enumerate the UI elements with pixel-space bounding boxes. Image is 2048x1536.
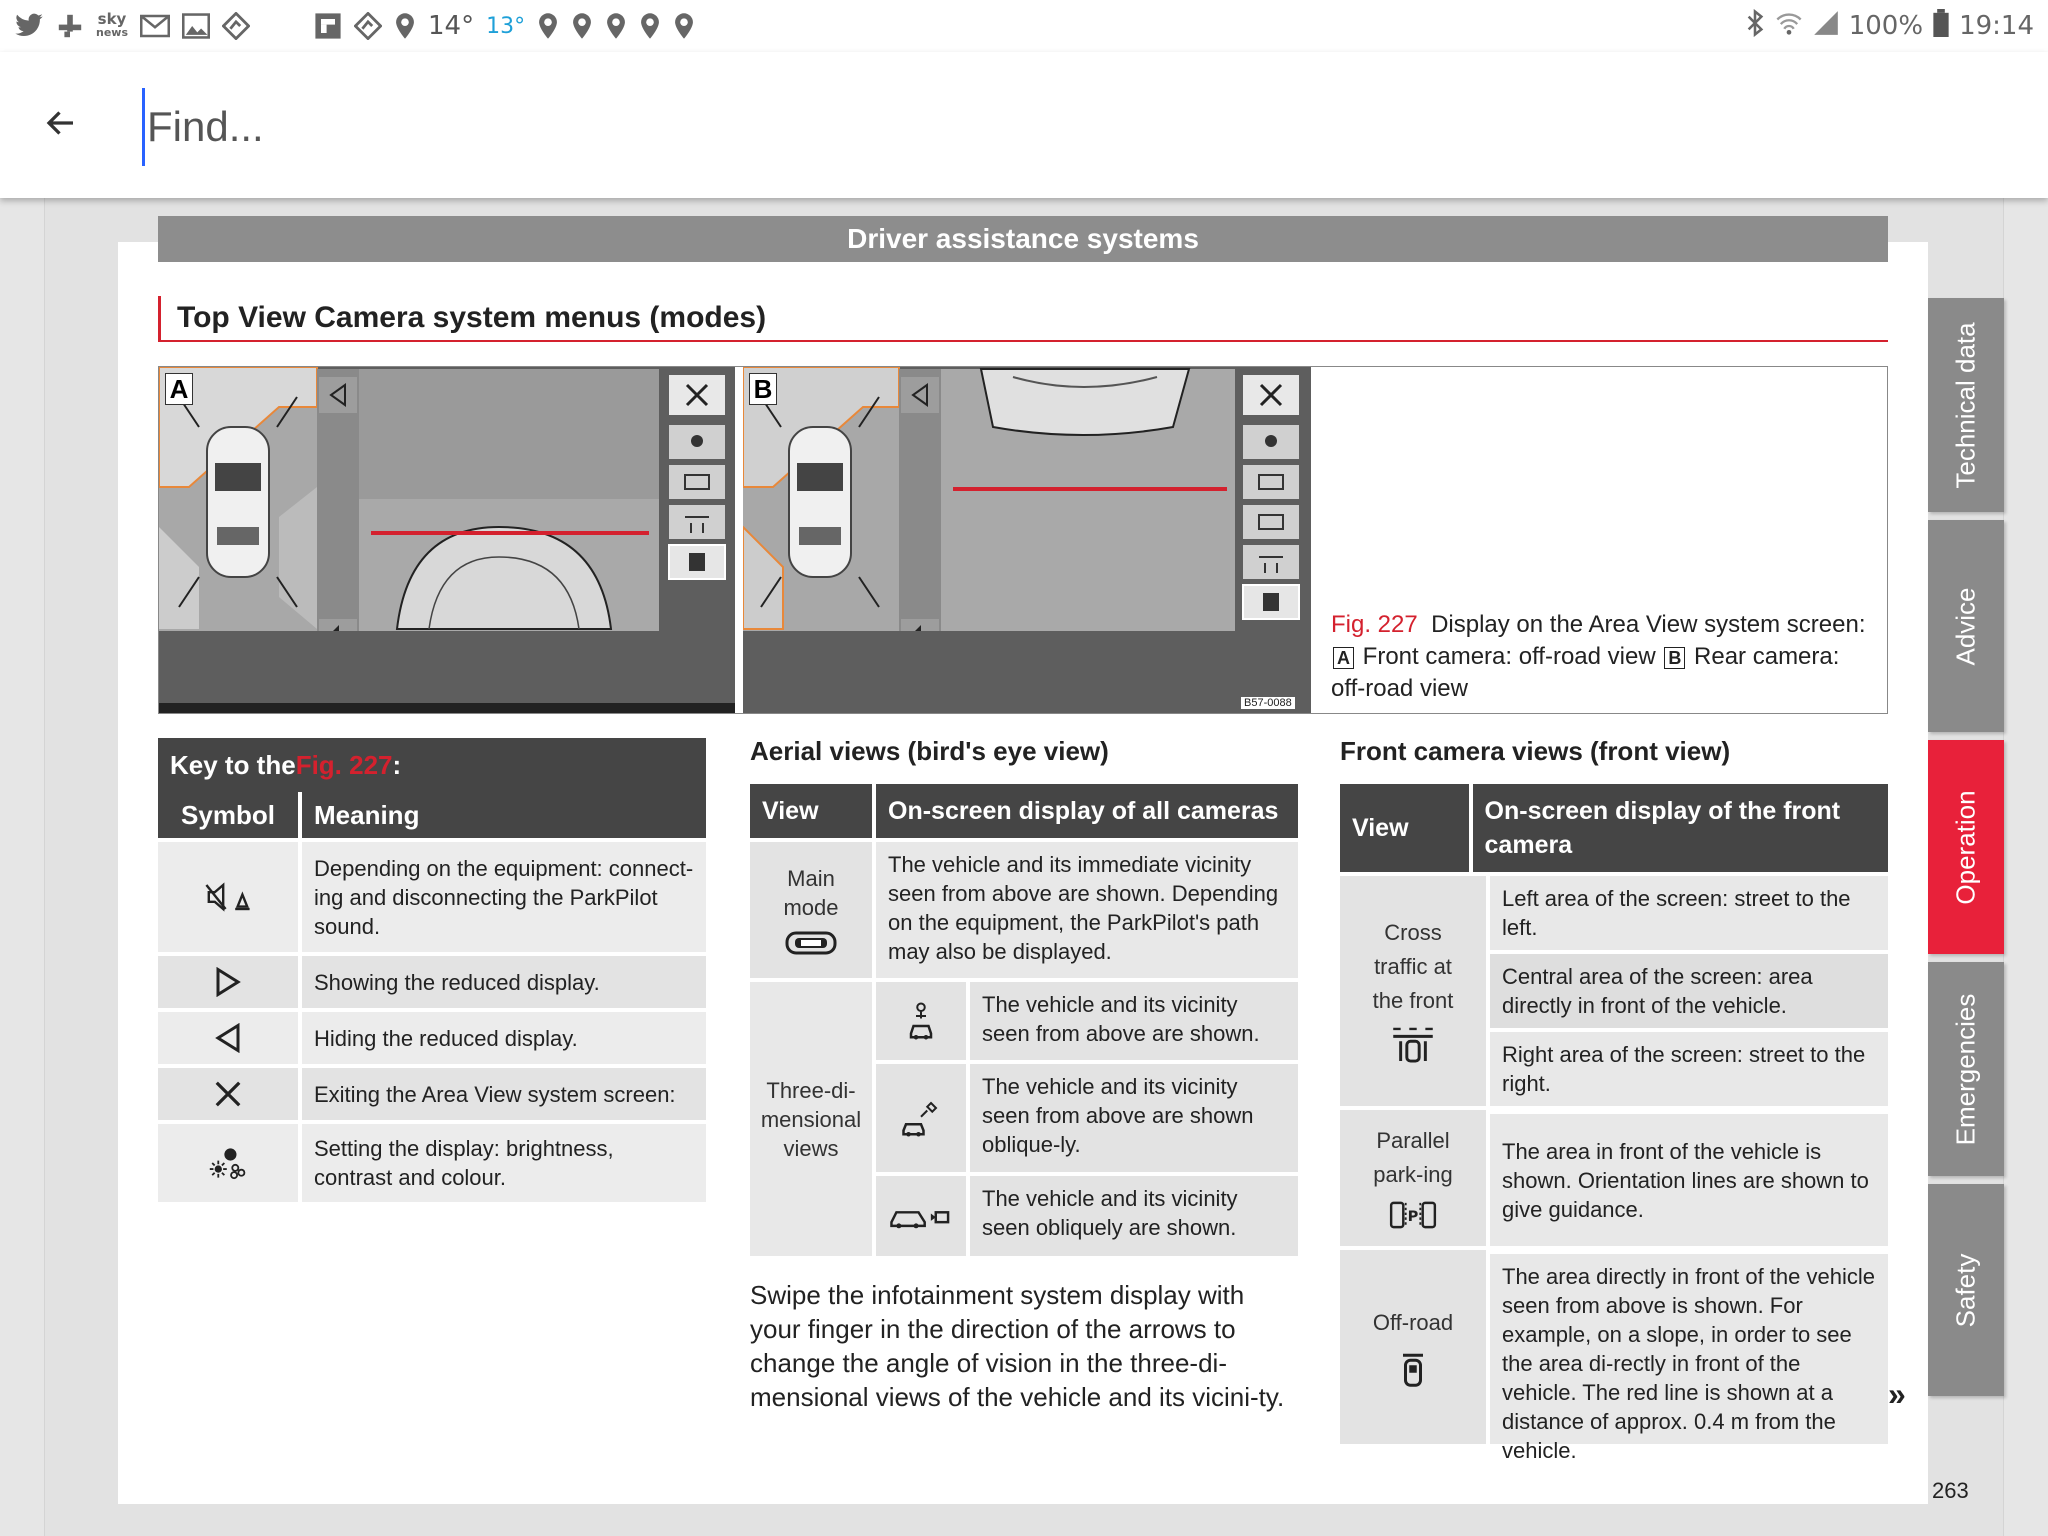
view-top-icon — [906, 1001, 936, 1041]
tap-icon — [56, 12, 84, 40]
table-row — [158, 1124, 706, 1202]
tab-label: Emergencies — [1950, 993, 1981, 1145]
tab-label: Safety — [1950, 1253, 1981, 1327]
off-road-label: Off-road — [1372, 1310, 1454, 1335]
bluetooth-icon — [1745, 9, 1765, 44]
parallel-parking-cell — [1340, 1110, 1490, 1246]
location-pin-icon — [639, 12, 661, 40]
arrow-back-icon — [43, 105, 79, 141]
table-row — [1340, 1250, 1888, 1463]
figure-caption — [1331, 609, 1871, 705]
tab-safety[interactable] — [1928, 1184, 2004, 1396]
caption-label-a: A — [1333, 647, 1354, 669]
key-table-header — [158, 792, 706, 838]
screen-a-front-camera — [159, 367, 735, 713]
figure-code: B57-0088 — [1241, 697, 1295, 709]
page-number: 263 — [1932, 1478, 1969, 1503]
aerial-col-view: View — [750, 784, 876, 838]
tab-advice[interactable] — [1928, 520, 2004, 732]
three-d-text: The vehicle and its vicinity seen from above are shown oblique-ly. — [982, 1074, 1254, 1157]
battery-percent: 100% — [1848, 11, 1924, 41]
key-meaning: Exiting the Area View system screen: — [314, 1081, 676, 1107]
three-d-text: The vehicle and its vicinity seen obliquely are shown. — [982, 1186, 1238, 1240]
twitter-icon — [14, 13, 44, 39]
off-road-icon — [1398, 1350, 1428, 1388]
cross-traffic-label: Cross traffic at the front — [1372, 920, 1454, 1013]
triangle-right-icon — [213, 967, 243, 997]
list-item: Right area of the screen: street to the right. — [1490, 1032, 1888, 1106]
location-pin-icon — [673, 12, 695, 40]
table-row — [1340, 876, 1888, 1106]
figure-label-b: B — [749, 373, 777, 405]
status-bar — [0, 0, 2048, 52]
location-pin-icon — [394, 12, 416, 40]
temperature-low: 13° — [486, 13, 526, 39]
list-item: Central area of the screen: area directly in front of the vehicle. — [1490, 954, 1888, 1028]
aerial-views-table — [750, 784, 1298, 1256]
off-road-cell — [1340, 1250, 1490, 1444]
cross-traffic-cell — [1340, 876, 1490, 1106]
parallel-parking-text: The area in front of the vehicle is shown. Orientation lines are shown to give guidance. — [1490, 1114, 1888, 1246]
caption-fig-ref: Fig. 227 — [1331, 611, 1418, 638]
three-d-rows — [876, 982, 1298, 1256]
key-meaning: Showing the reduced display. — [314, 969, 600, 995]
cross-traffic-icon — [1388, 1024, 1438, 1066]
main-mode-icon — [785, 930, 837, 956]
key-table — [158, 738, 706, 1202]
table-row — [1340, 1110, 1888, 1246]
caption-label-b: B — [1664, 647, 1685, 669]
key-meaning: Depending on the equipment: connect-ing and disconnecting the ParkPilot sound. — [314, 855, 694, 939]
view-oblique-icon — [901, 1098, 941, 1138]
key-title-fig-link[interactable]: Fig. 227 — [295, 749, 393, 780]
list-item — [876, 1064, 1298, 1172]
main-mode-label: Main mode — [783, 866, 839, 920]
tab-technical-data[interactable] — [1928, 298, 2004, 512]
table-row — [158, 1012, 706, 1064]
parallel-parking-icon — [1388, 1198, 1438, 1232]
key-col-meaning: Meaning — [314, 799, 420, 830]
aerial-col-display: On-screen display of all cameras — [888, 796, 1279, 825]
brightness-settings-icon — [208, 1146, 248, 1180]
image-icon — [182, 13, 210, 39]
signal-icon — [1813, 10, 1839, 43]
key-title — [158, 738, 706, 792]
tab-label: Technical data — [1950, 321, 1981, 489]
temperature-high: 14° — [428, 11, 475, 41]
key-title-prefix: Key to the — [170, 749, 296, 780]
wifi-icon — [1775, 10, 1803, 43]
key-meaning: Hiding the reduced display. — [314, 1025, 578, 1051]
three-d-cell — [750, 982, 876, 1256]
svg-text:P: P — [1407, 1208, 1419, 1226]
find-input[interactable] — [142, 88, 842, 166]
three-d-text: The vehicle and its vicinity seen from above are shown. — [982, 992, 1260, 1046]
key-title-suffix: : — [392, 749, 402, 780]
figure-227 — [158, 366, 1888, 714]
caption-text-2: Front camera: off-road view — [1362, 643, 1656, 670]
list-item — [876, 1176, 1298, 1256]
chapter-header: Driver assistance systems — [158, 216, 1888, 262]
back-button[interactable] — [34, 96, 88, 150]
aerial-table-header — [750, 784, 1298, 838]
front-col-view: View — [1340, 784, 1473, 872]
find-bar — [0, 52, 2048, 198]
front-views-table — [1340, 784, 1888, 1463]
flipboard-icon — [314, 12, 342, 40]
tab-label: Operation — [1950, 789, 1981, 905]
location-pin-icon — [571, 12, 593, 40]
tab-emergencies[interactable] — [1928, 962, 2004, 1176]
off-road-text: The area directly in front of the vehicle seen from above is shown. For example, on a slope, in order to see the area di-rectly in front of the vehicle. The red line is shown at a distance of approx. 0.4 m from the vehicle. — [1490, 1254, 1888, 1444]
main-mode-cell — [750, 842, 876, 978]
cross-traffic-rows — [1490, 876, 1888, 1106]
key-table-body — [158, 842, 706, 1202]
table-row — [750, 982, 1298, 1256]
navigation-icon — [354, 12, 382, 40]
figure-label-a: A — [165, 373, 193, 405]
table-row — [158, 1068, 706, 1120]
caption-text-3: Rear camera: off-road view — [1331, 643, 1840, 702]
front-views-title: Front camera views (front view) — [1340, 736, 1731, 766]
swipe-instruction: Swipe the infotainment system display with your finger in the direction of the arrows to change the angle of vision in the three-di-mensional views of the vehicle and its vicini-ty. — [750, 1280, 1285, 1412]
caption-text-1: Display on the Area View system screen: — [1431, 611, 1866, 638]
list-item: Left area of the screen: street to the left. — [1490, 876, 1888, 950]
table-row — [750, 842, 1298, 978]
speaker-mute-icon — [204, 882, 252, 912]
location-pin-icon — [605, 12, 627, 40]
triangle-left-icon — [213, 1023, 243, 1053]
view-side-icon — [889, 1202, 953, 1230]
front-col-display: On-screen display of the front camera — [1484, 797, 1841, 859]
tab-operation[interactable] — [1928, 740, 2004, 954]
key-meaning: Setting the display: brightness, contrast and colour. — [314, 1136, 614, 1190]
continue-mark: » — [1888, 1376, 1906, 1412]
list-item — [876, 982, 1298, 1060]
front-table-header — [1340, 784, 1888, 872]
tab-label: Advice — [1950, 586, 1981, 666]
key-col-symbol: Symbol — [158, 792, 302, 838]
battery-icon — [1933, 9, 1949, 44]
close-x-icon — [213, 1079, 243, 1109]
sky-news-icon: sky news — [96, 10, 129, 39]
table-row — [158, 956, 706, 1008]
parallel-parking-label: Parallel park-ing — [1373, 1128, 1453, 1187]
table-row — [158, 842, 706, 952]
navigation-icon — [222, 12, 250, 40]
section-title: Top View Camera system menus (modes) — [158, 296, 1888, 342]
main-mode-text: The vehicle and its immediate vicinity seen from above are shown. Depending on the equipment, the ParkPilot's path may also be displayed. — [876, 842, 1298, 978]
screen-b-rear-camera — [743, 367, 1311, 713]
three-d-label: Three-di-mensional views — [760, 1077, 862, 1161]
gmail-icon — [140, 14, 170, 38]
aerial-views-title: Aerial views (bird's eye view) — [750, 736, 1109, 766]
clock: 19:14 — [1959, 11, 2034, 41]
location-pin-icon — [537, 12, 559, 40]
